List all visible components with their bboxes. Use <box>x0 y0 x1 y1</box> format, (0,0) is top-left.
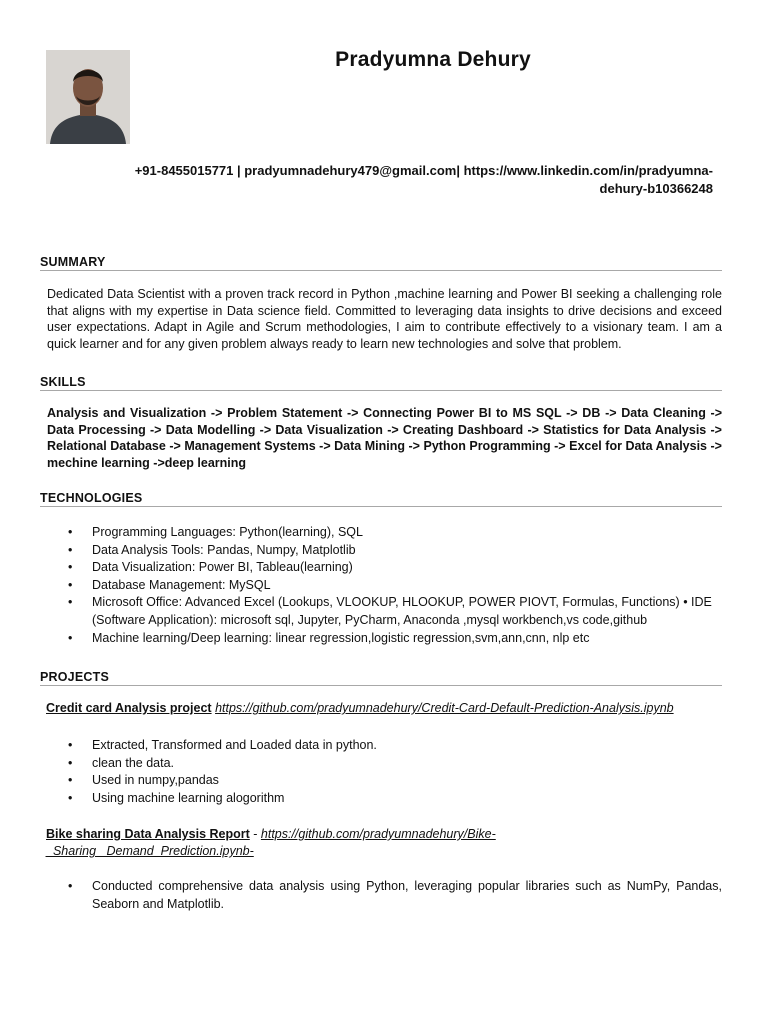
summary-heading: SUMMARY <box>40 255 722 271</box>
list-item: • Using machine learning alogorithm <box>47 790 722 808</box>
project-title: Bike sharing Data Analysis Report <box>46 827 250 841</box>
technologies-heading: TECHNOLOGIES <box>40 491 722 507</box>
list-item: • Microsoft Office: Advanced Excel (Lookups, VLOOKUP, HLOOKUP, POWER PIOVT, Formulas, Functions) • IDE (Software Application): microsoft sql, Jupyter, PyCharm, Anaconda ,mysql workbench,vs code,github <box>47 594 722 629</box>
projects-heading: PROJECTS <box>40 670 722 686</box>
list-item: • Data Analysis Tools: Pandas, Numpy, Matplotlib <box>47 542 722 560</box>
contact-info <box>53 162 713 198</box>
list-item: • Data Visualization: Power BI, Tableau(learning) <box>47 559 722 577</box>
project-title-line <box>46 700 726 717</box>
skills-text: Analysis and Visualization -> Problem Statement -> Connecting Power BI to MS SQL -> DB -> Data Cleaning -> Data Processing -> Data Modelling -> Data Visualization -> Creating Dashboard -> Statistics for Data Analysis -> Relational Database -> Management Systems -> Data Mining -> Python Programming -> Excel for Data Analysis -> mechine learning ->deep learning <box>47 406 722 470</box>
contact-line: dehury-b10366248 <box>599 181 713 196</box>
candidate-name: Pradyumna Dehury <box>335 48 531 71</box>
summary-text: Dedicated Data Scientist with a proven track record in Python ,machine learning and Power BI seeking a challenging role that aligns with my expertise in Data science field. Committed to leveraging data insights to drive decisions and exceed user expectations. Adapt in Agile and Scrum methodologies, I aim to contribute effectively to a visionary team. I am a quick learner and for any given problem always ready to learn new technologies and solve that problem. <box>47 287 722 351</box>
project-separator: - <box>249 827 261 841</box>
project-bullets <box>47 737 722 807</box>
project-link[interactable]: https://github.com/pradyumnadehury/Bike-_Sharing_ Demand_Prediction.ipynb- <box>46 827 496 858</box>
list-item: • Programming Languages: Python(learning), SQL <box>47 524 722 542</box>
contact-line: +91-8455015771 | pradyumnadehury479@gmail.com| https://www.linkedin.com/in/pradyumna- <box>134 163 713 178</box>
technologies-list <box>47 524 722 647</box>
project-title: Credit card Analysis project <box>46 701 212 715</box>
list-item: • Database Management: MySQL <box>47 577 722 595</box>
list-item: • Machine learning/Deep learning: linear regression,logistic regression,svm,ann,cnn, nlp etc <box>47 630 722 648</box>
project-link[interactable]: https://github.com/pradyumnadehury/Credit-Card-Default-Prediction-Analysis.ipynb <box>215 701 674 715</box>
skills-heading: SKILLS <box>40 375 722 391</box>
project-title-line <box>46 826 526 860</box>
list-item: • Extracted, Transformed and Loaded data in python. <box>47 737 722 755</box>
project-bullets <box>47 878 722 913</box>
list-item: • clean the data. <box>47 755 722 773</box>
list-item: • Conducted comprehensive data analysis using Python, leveraging popular libraries such as NumPy, Pandas, Seaborn and Matplotlib. <box>47 878 722 913</box>
list-item: • Used in numpy,pandas <box>47 772 722 790</box>
